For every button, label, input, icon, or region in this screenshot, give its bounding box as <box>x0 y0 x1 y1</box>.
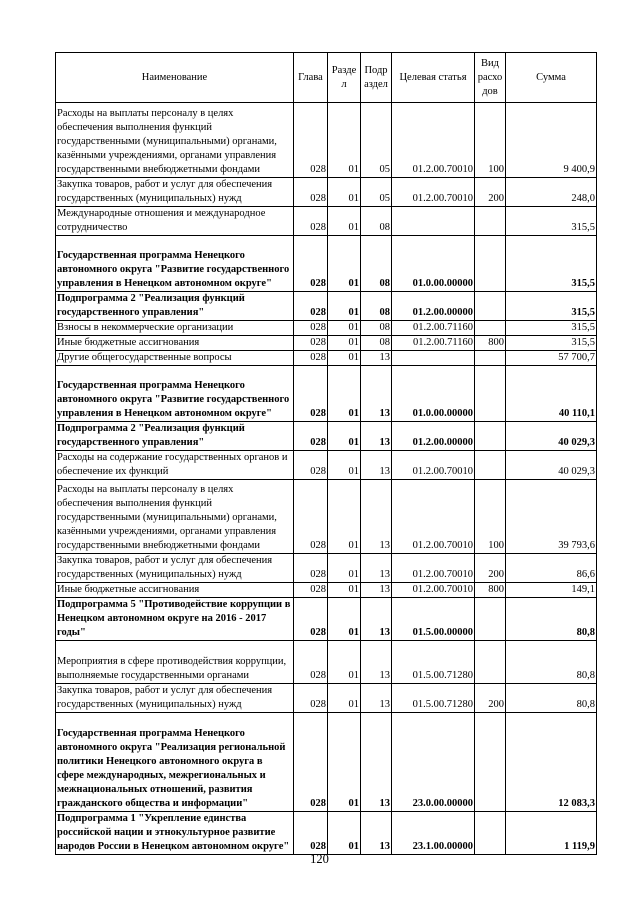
row-podrazdel: 08 <box>361 236 392 292</box>
row-name: Подпрограмма 1 "Укрепление единства российской нации и этнокультурное развитие народов России в Ненецком автономном округе" <box>56 812 294 855</box>
row-vid-raskhodov: 200 <box>475 178 506 207</box>
row-tselevaya-statya: 01.2.00.70010 <box>392 480 475 554</box>
row-razdel: 01 <box>328 812 361 855</box>
row-razdel: 01 <box>328 321 361 336</box>
row-name: Государственная программа Ненецкого автономного округа "Развитие государственного управления в Ненецком автономном округе" <box>56 236 294 292</box>
row-tselevaya-statya: 01.2.00.00000 <box>392 292 475 321</box>
table-row <box>56 641 597 684</box>
row-name: Государственная программа Ненецкого автономного округа "Развитие государственного управления в Ненецком автономном округе" <box>56 366 294 422</box>
row-podrazdel: 13 <box>361 684 392 713</box>
row-tselevaya-statya: 01.0.00.00000 <box>392 366 475 422</box>
row-summa: 12 083,3 <box>506 713 597 812</box>
row-razdel: 01 <box>328 207 361 236</box>
row-summa: 9 400,9 <box>506 103 597 178</box>
row-name: Государственная программа Ненецкого автономного округа "Реализация региональной политики Ненецкого автономного округа в сфере международных, межрегиональных и межнациональных отношений, развития гражданского общества и информации" <box>56 713 294 812</box>
header-name: Наименование <box>56 53 294 103</box>
row-name: Расходы на выплаты персоналу в целях обеспечения выполнения функций государственными (муниципальными) органами, казёнными учреждениями, органами управления государственными внебюджетными фондами <box>56 103 294 178</box>
row-name: Международные отношения и международное сотрудничество <box>56 207 294 236</box>
row-razdel: 01 <box>328 422 361 451</box>
row-name: Мероприятия в сфере противодействия коррупции, выполняемые государственными органами <box>56 641 294 684</box>
row-summa: 80,8 <box>506 684 597 713</box>
row-podrazdel: 13 <box>361 641 392 684</box>
row-glava: 028 <box>294 321 328 336</box>
table-row <box>56 451 597 480</box>
row-glava: 028 <box>294 236 328 292</box>
row-vid-raskhodov: 800 <box>475 336 506 351</box>
row-podrazdel: 13 <box>361 366 392 422</box>
row-tselevaya-statya: 01.0.00.00000 <box>392 236 475 292</box>
row-podrazdel: 08 <box>361 321 392 336</box>
row-razdel: 01 <box>328 480 361 554</box>
row-vid-raskhodov <box>475 321 506 336</box>
budget-table <box>55 52 597 855</box>
row-tselevaya-statya: 01.2.00.00000 <box>392 422 475 451</box>
row-tselevaya-statya: 01.2.00.71160 <box>392 321 475 336</box>
row-vid-raskhodov <box>475 351 506 366</box>
row-summa: 149,1 <box>506 583 597 598</box>
table-row <box>56 366 597 422</box>
row-name: Расходы на выплаты персоналу в целях обеспечения выполнения функций государственными (муниципальными) органами, казёнными учреждениями, органами управления государственными внебюджетными фондами <box>56 480 294 554</box>
table-row <box>56 480 597 554</box>
row-glava: 028 <box>294 207 328 236</box>
row-podrazdel: 13 <box>361 422 392 451</box>
row-razdel: 01 <box>328 598 361 641</box>
header-summa: Сумма <box>506 53 597 103</box>
row-summa: 57 700,7 <box>506 351 597 366</box>
row-vid-raskhodov <box>475 713 506 812</box>
row-summa: 40 029,3 <box>506 422 597 451</box>
row-razdel: 01 <box>328 554 361 583</box>
row-tselevaya-statya: 01.5.00.00000 <box>392 598 475 641</box>
row-vid-raskhodov <box>475 598 506 641</box>
row-name: Иные бюджетные ассигнования <box>56 336 294 351</box>
row-razdel: 01 <box>328 583 361 598</box>
row-podrazdel: 13 <box>361 480 392 554</box>
row-razdel: 01 <box>328 236 361 292</box>
row-podrazdel: 08 <box>361 336 392 351</box>
row-glava: 028 <box>294 812 328 855</box>
row-glava: 028 <box>294 480 328 554</box>
row-vid-raskhodov <box>475 451 506 480</box>
row-glava: 028 <box>294 422 328 451</box>
table-row <box>56 336 597 351</box>
row-name: Расходы на содержание государственных органов и обеспечение их функций <box>56 451 294 480</box>
row-vid-raskhodov: 100 <box>475 480 506 554</box>
row-vid-raskhodov: 200 <box>475 684 506 713</box>
table-row <box>56 713 597 812</box>
row-summa: 315,5 <box>506 207 597 236</box>
header-glava: Глава <box>294 53 328 103</box>
row-name: Закупка товаров, работ и услуг для обеспечения государственных (муниципальных) нужд <box>56 178 294 207</box>
row-tselevaya-statya: 01.2.00.70010 <box>392 103 475 178</box>
table-row <box>56 207 597 236</box>
row-summa: 315,5 <box>506 292 597 321</box>
row-podrazdel: 13 <box>361 451 392 480</box>
table-row <box>56 554 597 583</box>
row-glava: 028 <box>294 103 328 178</box>
row-tselevaya-statya: 01.2.00.71160 <box>392 336 475 351</box>
table-row <box>56 103 597 178</box>
row-podrazdel: 13 <box>361 713 392 812</box>
row-razdel: 01 <box>328 366 361 422</box>
header-razdel: Разде л <box>328 53 361 103</box>
row-name: Взносы в некоммерческие организации <box>56 321 294 336</box>
row-summa: 1 119,9 <box>506 812 597 855</box>
table-body <box>56 103 597 855</box>
row-razdel: 01 <box>328 178 361 207</box>
row-tselevaya-statya: 01.2.00.70010 <box>392 554 475 583</box>
row-razdel: 01 <box>328 351 361 366</box>
row-name: Иные бюджетные ассигнования <box>56 583 294 598</box>
row-podrazdel: 08 <box>361 292 392 321</box>
row-razdel: 01 <box>328 684 361 713</box>
row-summa: 40 029,3 <box>506 451 597 480</box>
row-tselevaya-statya <box>392 351 475 366</box>
row-summa: 315,5 <box>506 336 597 351</box>
table-row <box>56 684 597 713</box>
table-row <box>56 422 597 451</box>
row-podrazdel: 13 <box>361 351 392 366</box>
row-tselevaya-statya: 01.5.00.71280 <box>392 684 475 713</box>
table-row <box>56 292 597 321</box>
row-name: Подпрограмма 5 "Противодействие коррупции в Ненецком автономном округе на 2016 - 2017 годы" <box>56 598 294 641</box>
row-razdel: 01 <box>328 641 361 684</box>
row-tselevaya-statya: 23.1.00.00000 <box>392 812 475 855</box>
row-podrazdel: 05 <box>361 178 392 207</box>
row-tselevaya-statya: 01.2.00.70010 <box>392 451 475 480</box>
row-glava: 028 <box>294 178 328 207</box>
row-razdel: 01 <box>328 292 361 321</box>
row-name: Подпрограмма 2 "Реализация функций государственного управления" <box>56 292 294 321</box>
row-vid-raskhodov <box>475 292 506 321</box>
row-podrazdel: 08 <box>361 207 392 236</box>
row-summa: 315,5 <box>506 236 597 292</box>
row-vid-raskhodov: 100 <box>475 103 506 178</box>
row-razdel: 01 <box>328 103 361 178</box>
row-tselevaya-statya: 01.2.00.70010 <box>392 583 475 598</box>
row-glava: 028 <box>294 684 328 713</box>
row-summa: 248,0 <box>506 178 597 207</box>
row-razdel: 01 <box>328 336 361 351</box>
table-row <box>56 583 597 598</box>
row-name: Другие общегосударственные вопросы <box>56 351 294 366</box>
row-summa: 40 110,1 <box>506 366 597 422</box>
row-glava: 028 <box>294 713 328 812</box>
row-name: Подпрограмма 2 "Реализация функций государственного управления" <box>56 422 294 451</box>
row-glava: 028 <box>294 641 328 684</box>
table-row <box>56 236 597 292</box>
row-glava: 028 <box>294 366 328 422</box>
row-razdel: 01 <box>328 713 361 812</box>
row-razdel: 01 <box>328 451 361 480</box>
row-glava: 028 <box>294 292 328 321</box>
table-row <box>56 812 597 855</box>
table-row <box>56 178 597 207</box>
row-vid-raskhodov: 800 <box>475 583 506 598</box>
row-name: Закупка товаров, работ и услуг для обеспечения государственных (муниципальных) нужд <box>56 554 294 583</box>
table-row <box>56 598 597 641</box>
row-name: Закупка товаров, работ и услуг для обеспечения государственных (муниципальных) нужд <box>56 684 294 713</box>
row-tselevaya-statya: 01.2.00.70010 <box>392 178 475 207</box>
row-summa: 315,5 <box>506 321 597 336</box>
header-vid-raskhodov: Вид расхо дов <box>475 53 506 103</box>
row-glava: 028 <box>294 451 328 480</box>
row-podrazdel: 13 <box>361 583 392 598</box>
row-tselevaya-statya <box>392 207 475 236</box>
row-podrazdel: 05 <box>361 103 392 178</box>
header-podrazdel: Подр аздел <box>361 53 392 103</box>
header-tselevaya-statya: Целевая статья <box>392 53 475 103</box>
row-summa: 80,8 <box>506 598 597 641</box>
row-vid-raskhodov <box>475 236 506 292</box>
row-vid-raskhodov: 200 <box>475 554 506 583</box>
row-vid-raskhodov <box>475 366 506 422</box>
row-podrazdel: 13 <box>361 598 392 641</box>
row-summa: 80,8 <box>506 641 597 684</box>
row-tselevaya-statya: 23.0.00.00000 <box>392 713 475 812</box>
page-number: 120 <box>310 852 329 866</box>
row-podrazdel: 13 <box>361 812 392 855</box>
table-row <box>56 351 597 366</box>
row-glava: 028 <box>294 351 328 366</box>
row-podrazdel: 13 <box>361 554 392 583</box>
row-tselevaya-statya: 01.5.00.71280 <box>392 641 475 684</box>
row-glava: 028 <box>294 554 328 583</box>
row-glava: 028 <box>294 583 328 598</box>
row-vid-raskhodov <box>475 641 506 684</box>
row-vid-raskhodov <box>475 207 506 236</box>
row-vid-raskhodov <box>475 812 506 855</box>
row-glava: 028 <box>294 336 328 351</box>
row-summa: 86,6 <box>506 554 597 583</box>
table-row <box>56 321 597 336</box>
row-vid-raskhodov <box>475 422 506 451</box>
row-summa: 39 793,6 <box>506 480 597 554</box>
row-glava: 028 <box>294 598 328 641</box>
header-row <box>56 53 597 103</box>
